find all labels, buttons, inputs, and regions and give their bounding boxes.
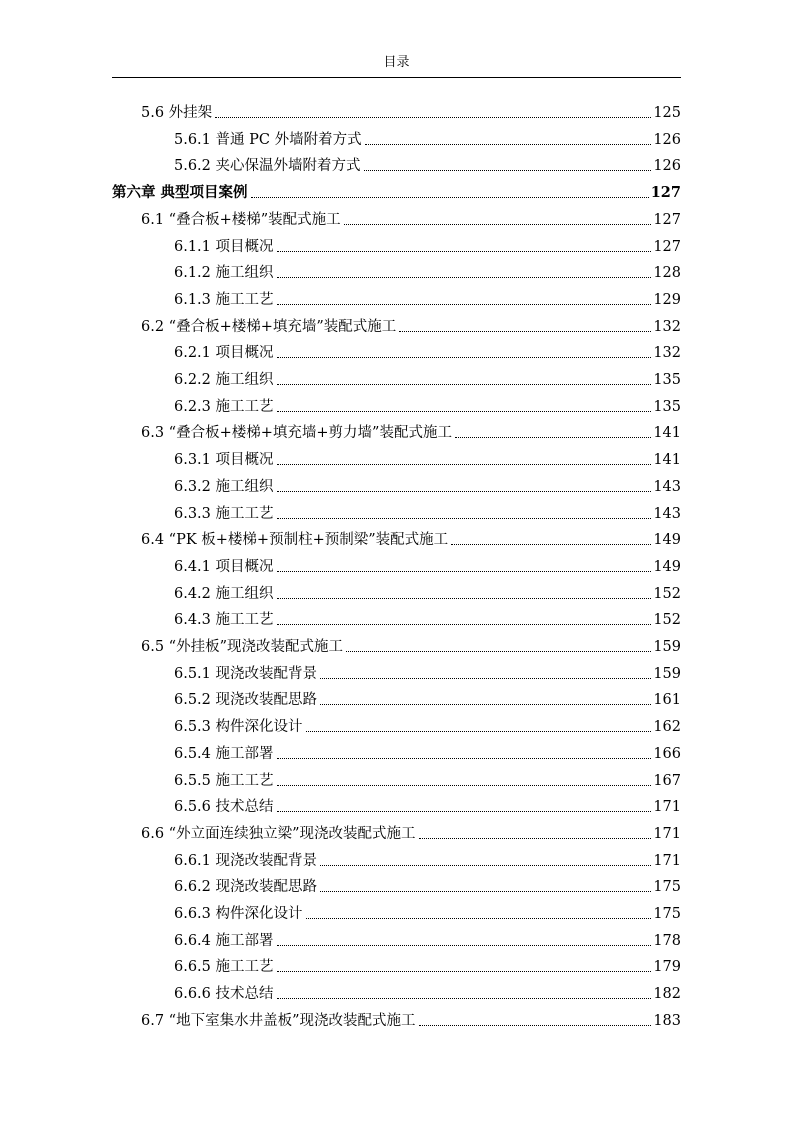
toc-subsection-entry[interactable] (0, 340, 793, 366)
toc-page-number: 141 (653, 425, 681, 442)
dot-leader (277, 598, 652, 599)
toc-entry-line (174, 287, 681, 313)
toc-subsection-entry[interactable] (0, 287, 793, 313)
toc-page-number: 128 (653, 265, 681, 282)
dot-leader (344, 224, 652, 225)
toc-subsection-entry[interactable] (0, 687, 793, 713)
toc-entry-line (141, 634, 681, 660)
toc-entry-line (141, 1008, 681, 1034)
toc-page-number: 132 (653, 345, 681, 362)
toc-page-number: 162 (653, 719, 681, 736)
toc-subsection-entry[interactable] (0, 768, 793, 794)
toc-entry-label: 6.4.1 项目概况 (174, 558, 274, 575)
toc-page-number: 126 (653, 158, 681, 175)
dot-leader (320, 704, 651, 705)
toc-page-number: 161 (653, 692, 681, 709)
toc-subsection-entry[interactable] (0, 127, 793, 153)
toc-entry-label: 6.4.2 施工组织 (174, 585, 274, 602)
toc-page-number: 126 (653, 131, 681, 148)
toc-entry-label: 6.4 “PK 板+楼梯+预制柱+预制梁”装配式施工 (141, 532, 449, 549)
dot-leader (277, 491, 652, 492)
toc-entry-label: 6.5.1 现浇改装配背景 (174, 665, 318, 682)
toc-subsection-entry[interactable] (0, 901, 793, 927)
toc-page-number: 132 (653, 318, 681, 335)
dot-leader (419, 1025, 652, 1026)
toc-page-number: 152 (653, 585, 681, 602)
dot-leader (306, 731, 652, 732)
toc-entry-label: 6.5 “外挂板”现浇改装配式施工 (141, 639, 343, 655)
toc-entry-label: 6.6.2 现浇改装配思路 (174, 879, 318, 896)
toc-page-number: 159 (653, 639, 681, 655)
toc-entry-line (174, 367, 681, 393)
dot-leader (277, 277, 652, 278)
toc-page-number: 149 (653, 558, 681, 575)
toc-entry-line (174, 848, 681, 874)
toc-entry-line (174, 501, 681, 527)
toc-entry-line (174, 901, 681, 927)
toc-subsection-entry[interactable] (0, 741, 793, 767)
dot-leader (277, 945, 652, 946)
toc-subsection-entry[interactable] (0, 848, 793, 874)
toc-entry-label: 6.1.1 项目概况 (174, 238, 274, 255)
toc-subsection-entry[interactable] (0, 794, 793, 820)
dot-leader (251, 197, 649, 198)
toc-subsection-entry[interactable] (0, 607, 793, 633)
dot-leader (277, 571, 652, 572)
toc-entry-label: 5.6 外挂架 (141, 105, 213, 121)
toc-section-entry[interactable] (0, 634, 793, 660)
toc-subsection-entry[interactable] (0, 581, 793, 607)
toc-subsection-entry[interactable] (0, 714, 793, 740)
toc-page-number: 175 (653, 906, 681, 922)
toc-entry-line (174, 794, 681, 820)
toc-entry-label: 6.4.3 施工工艺 (174, 612, 274, 629)
toc-entry-line (174, 714, 681, 740)
toc-subsection-entry[interactable] (0, 367, 793, 393)
toc-entry-line (174, 981, 681, 1007)
toc-section-entry[interactable] (0, 207, 793, 233)
toc-subsection-entry[interactable] (0, 661, 793, 687)
dot-leader (277, 518, 652, 519)
toc-entry-label: 6.2 “叠合板+楼梯+填充墙”装配式施工 (141, 318, 397, 335)
dot-leader (277, 785, 652, 786)
toc-entry-line (174, 954, 681, 980)
dot-leader (365, 144, 652, 145)
toc-section-entry[interactable] (0, 1008, 793, 1034)
toc-entry-line (141, 420, 681, 446)
dot-leader (277, 384, 652, 385)
toc-section-entry[interactable] (0, 314, 793, 340)
toc-entry-line (174, 928, 681, 954)
toc-entry-label: 6.2.3 施工工艺 (174, 398, 274, 415)
toc-entry-line (174, 234, 681, 260)
toc-entry-label: 6.6.4 施工部署 (174, 932, 274, 949)
dot-leader (277, 811, 652, 812)
toc-entry-line (141, 314, 681, 340)
dot-leader (320, 678, 651, 679)
toc-subsection-entry[interactable] (0, 501, 793, 527)
toc-section-entry[interactable] (0, 420, 793, 446)
toc-entry-label: 6.6.1 现浇改装配背景 (174, 852, 318, 869)
toc-page-number: 127 (653, 211, 681, 228)
toc-entry-label: 5.6.1 普通 PC 外墙附着方式 (174, 131, 362, 148)
toc-chapter-entry[interactable] (0, 180, 793, 206)
toc-entry-line (174, 741, 681, 767)
dot-leader (277, 971, 652, 972)
dot-leader (277, 998, 652, 999)
toc-section-entry[interactable] (0, 821, 793, 847)
toc-entry-label: 6.2.1 项目概况 (174, 345, 274, 362)
toc-page-number: 143 (653, 478, 681, 495)
toc-section-entry[interactable] (0, 527, 793, 553)
toc-entry-label: 第六章 典型项目案例 (112, 184, 248, 202)
toc-entry-line (174, 874, 681, 900)
page-header (112, 52, 681, 78)
toc-page-number: 143 (653, 505, 681, 522)
toc-page-number: 135 (653, 398, 681, 415)
toc-page-number: 152 (653, 612, 681, 629)
toc-page-number: 127 (650, 184, 681, 202)
toc-section-entry[interactable] (0, 100, 793, 126)
toc-entry-label: 6.1.2 施工组织 (174, 265, 274, 282)
toc-page-number: 179 (653, 959, 681, 976)
toc-page-number: 125 (653, 105, 681, 121)
toc-entry-line (174, 260, 681, 286)
toc-entry-line (174, 153, 681, 179)
toc-page-number: 129 (653, 291, 681, 308)
toc-entry-label: 6.5.5 施工工艺 (174, 772, 274, 789)
dot-leader (277, 464, 652, 465)
toc-page-number: 167 (653, 772, 681, 789)
toc-entry-label: 6.6 “外立面连续独立梁”现浇改装配式施工 (141, 825, 416, 842)
dot-leader (306, 918, 652, 919)
toc-subsection-entry[interactable] (0, 954, 793, 980)
toc-entry-label: 6.1.3 施工工艺 (174, 291, 274, 308)
dot-leader (277, 357, 652, 358)
toc-entry-line (174, 607, 681, 633)
toc-page-number: 135 (653, 372, 681, 388)
toc-entry-label: 6.1 “叠合板+楼梯”装配式施工 (141, 211, 341, 228)
toc-entry-label: 6.3.1 项目概况 (174, 452, 274, 469)
toc-page-number: 178 (653, 932, 681, 949)
dot-leader (277, 624, 652, 625)
dot-leader (419, 838, 652, 839)
toc-entry-line (174, 127, 681, 153)
toc-page-number: 175 (653, 879, 681, 896)
toc-entry-line (141, 527, 681, 553)
toc-entry-line (174, 474, 681, 500)
toc-entry-line (141, 821, 681, 847)
toc-entry-line (174, 581, 681, 607)
dot-leader (277, 411, 652, 412)
toc-entry-label: 6.2.2 施工组织 (174, 372, 274, 388)
dot-leader (215, 117, 651, 118)
toc-entry-label: 6.5.6 技术总结 (174, 799, 274, 816)
dot-leader (277, 304, 652, 305)
toc-subsection-entry[interactable] (0, 981, 793, 1007)
toc-page-number: 166 (653, 745, 681, 762)
toc-page-number: 171 (653, 825, 681, 842)
dot-leader (346, 651, 651, 652)
toc-page-number: 141 (653, 452, 681, 469)
toc-entry-line (174, 661, 681, 687)
toc-entry-line (141, 207, 681, 233)
toc-page-number: 182 (653, 986, 681, 1003)
dot-leader (451, 544, 651, 545)
toc-entry-label: 6.5.3 构件深化设计 (174, 719, 303, 736)
toc-entry-label: 6.5.2 现浇改装配思路 (174, 692, 318, 709)
toc-entry-line (174, 340, 681, 366)
dot-leader (320, 891, 651, 892)
toc-entry-label: 6.3.2 施工组织 (174, 478, 274, 495)
toc-subsection-entry[interactable] (0, 874, 793, 900)
toc-subsection-entry[interactable] (0, 394, 793, 420)
toc-entry-label: 6.3 “叠合板+楼梯+填充墙+剪力墙”装配式施工 (141, 425, 452, 442)
dot-leader (320, 865, 651, 866)
toc-subsection-entry[interactable] (0, 554, 793, 580)
toc-entry-line (174, 394, 681, 420)
dot-leader (277, 251, 652, 252)
toc-subsection-entry[interactable] (0, 447, 793, 473)
toc-entry-label: 6.7 “地下室集水井盖板”现浇改装配式施工 (141, 1012, 416, 1029)
toc-subsection-entry[interactable] (0, 153, 793, 179)
toc-entry-label: 6.6.5 施工工艺 (174, 959, 274, 976)
toc-page-number: 127 (653, 238, 681, 255)
toc-entry-line (174, 447, 681, 473)
toc-entry-label: 5.6.2 夹心保温外墙附着方式 (174, 158, 361, 175)
toc-entry-label: 6.3.3 施工工艺 (174, 505, 274, 522)
dot-leader (399, 331, 651, 332)
toc-subsection-entry[interactable] (0, 928, 793, 954)
toc-page-number: 159 (653, 665, 681, 682)
toc-subsection-entry[interactable] (0, 234, 793, 260)
toc-subsection-entry[interactable] (0, 260, 793, 286)
toc-page-number: 171 (653, 799, 681, 816)
toc-entry-label: 6.6.6 技术总结 (174, 986, 274, 1003)
dot-leader (277, 758, 652, 759)
toc-entry-line (141, 100, 681, 126)
toc-entry-label: 6.6.3 构件深化设计 (174, 906, 303, 922)
header-title: 目录 (383, 55, 410, 70)
toc-entry-line (174, 768, 681, 794)
dot-leader (455, 437, 651, 438)
toc-entry-label: 6.5.4 施工部署 (174, 745, 274, 762)
toc-entry-line (174, 554, 681, 580)
toc-subsection-entry[interactable] (0, 474, 793, 500)
toc-page-number: 183 (653, 1012, 681, 1029)
toc-page-number: 171 (653, 852, 681, 869)
toc-entry-line (174, 687, 681, 713)
toc-entry-line (112, 180, 681, 206)
toc-page-number: 149 (653, 532, 681, 549)
dot-leader (364, 170, 652, 171)
